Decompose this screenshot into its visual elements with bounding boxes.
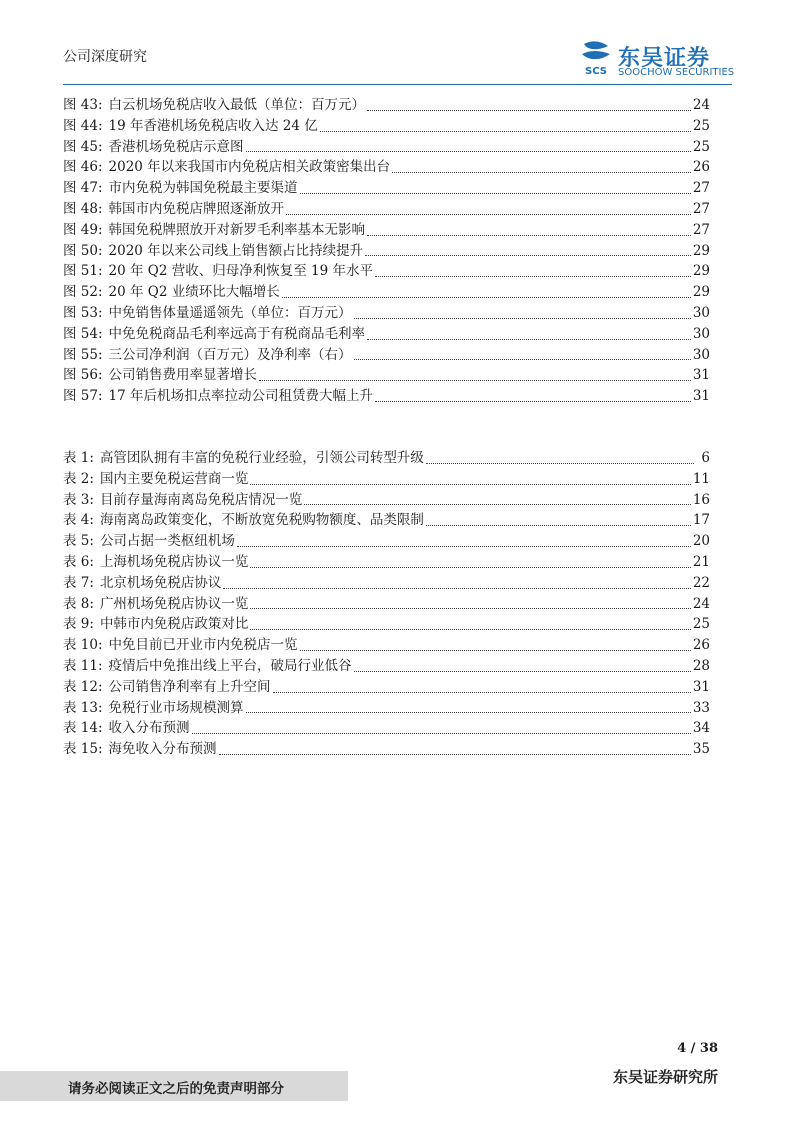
table-entry[interactable] <box>63 739 710 760</box>
figure-page: 30 <box>692 346 710 363</box>
table-page: 35 <box>692 741 710 758</box>
disclaimer-text: 请务必阅读正文之后的免责声明部分 <box>68 1081 284 1097</box>
table-number: 表 10: <box>63 637 103 654</box>
table-number: 表 8: <box>63 595 94 612</box>
table-entry[interactable] <box>63 448 710 469</box>
figure-entry[interactable] <box>63 137 710 158</box>
table-number: 表 11: <box>63 657 103 674</box>
figure-number: 图 54: <box>63 325 103 342</box>
leader-dots <box>367 235 691 236</box>
table-entry[interactable] <box>63 594 710 615</box>
figure-title: 中免销售体量遥遥领先（单位：百万元） <box>108 304 352 321</box>
section-title: 公司深度研究 <box>63 49 147 65</box>
table-title: 公司销售净利率有上升空间 <box>108 678 271 695</box>
table-title: 广州机场免税店协议一览 <box>99 595 249 612</box>
table-number: 表 9: <box>63 616 94 633</box>
leader-dots <box>367 110 691 111</box>
table-entry[interactable] <box>63 614 710 635</box>
logo-mark-text: SCS <box>585 66 607 77</box>
figure-title: 17 年后机场扣点率拉动公司租赁费大幅上升 <box>108 388 374 405</box>
figure-number: 图 53: <box>63 304 103 321</box>
figure-title: 香港机场免税店示意图 <box>108 138 244 155</box>
leader-dots <box>426 525 691 526</box>
table-page: 20 <box>692 533 710 550</box>
leader-dots <box>282 297 691 298</box>
header-divider <box>63 84 732 85</box>
figure-entry[interactable] <box>63 303 710 324</box>
table-title: 中免目前已开业市内免税店一览 <box>108 637 298 654</box>
table-page: 11 <box>692 470 710 487</box>
figure-page: 31 <box>692 367 710 384</box>
table-entry[interactable] <box>63 573 710 594</box>
table-title: 目前存量海南离岛免税店情况一览 <box>99 491 303 508</box>
table-page: 24 <box>692 595 710 612</box>
leader-dots <box>259 380 691 381</box>
table-page: 6 <box>701 450 710 466</box>
table-title: 海南离岛政策变化，不断放宽免税购物额度、品类限制 <box>99 512 424 529</box>
table-page: 16 <box>692 491 710 508</box>
figure-page: 30 <box>692 304 710 321</box>
figure-page: 30 <box>692 325 710 342</box>
figure-title: 韩国免税牌照放开对新罗毛利率基本无影响 <box>108 221 366 238</box>
table-title: 公司占据一类枢纽机场 <box>99 533 235 550</box>
table-number: 表 1: <box>63 450 94 466</box>
figure-page: 25 <box>692 138 710 155</box>
figure-title: 三公司净利润（百万元）及净利率（右） <box>108 346 352 363</box>
leader-dots <box>246 712 691 713</box>
table-title: 北京机场免税店协议 <box>99 574 222 591</box>
figure-page: 27 <box>692 200 710 217</box>
figure-title: 19 年香港机场免税店收入达 24 亿 <box>108 117 318 134</box>
table-entry[interactable] <box>63 635 710 656</box>
logo-cn-text: 东吴证券 <box>618 46 711 71</box>
table-number: 表 13: <box>63 699 103 716</box>
leader-dots <box>365 255 691 256</box>
figure-page: 29 <box>692 242 710 259</box>
figure-number: 图 55: <box>63 346 103 363</box>
table-title: 海免收入分布预测 <box>108 741 217 758</box>
table-page: 17 <box>692 512 710 529</box>
figure-title: 白云机场免税店收入最低（单位：百万元） <box>108 97 366 113</box>
table-entry[interactable] <box>63 718 710 739</box>
disclaimer-banner <box>0 1071 348 1101</box>
figure-number: 图 47: <box>63 180 103 197</box>
leader-dots <box>237 546 691 547</box>
table-title: 上海机场免税店协议一览 <box>99 553 249 570</box>
table-title: 国内主要免税运营商一览 <box>99 470 249 487</box>
figure-page: 27 <box>692 221 710 238</box>
table-page: 22 <box>692 574 710 591</box>
leader-dots <box>273 692 691 693</box>
table-entry[interactable] <box>63 698 710 719</box>
figure-entry[interactable] <box>63 199 710 220</box>
figure-list <box>63 95 710 407</box>
leader-dots <box>375 401 691 402</box>
table-title: 疫情后中免推出线上平台，破局行业低谷 <box>108 657 352 674</box>
figure-number: 图 57: <box>63 388 103 405</box>
leader-dots <box>426 463 694 464</box>
leader-dots <box>246 151 691 152</box>
figure-entry[interactable] <box>63 95 710 116</box>
figure-title: 韩国市内免税店牌照逐渐放开 <box>108 200 285 217</box>
leader-dots <box>354 671 691 672</box>
leader-dots <box>250 629 690 630</box>
table-number: 表 6: <box>63 553 94 570</box>
table-entry[interactable] <box>63 552 710 573</box>
table-page: 21 <box>692 553 710 570</box>
figure-page: 29 <box>692 263 710 280</box>
figure-title: 20 年 Q2 营收、归母净利恢复至 19 年水平 <box>108 263 374 280</box>
figure-number: 图 46: <box>63 159 103 176</box>
table-entry[interactable] <box>63 490 710 511</box>
leader-dots <box>320 131 691 132</box>
figure-number: 图 51: <box>63 263 103 280</box>
figure-title: 20 年 Q2 业绩环比大幅增长 <box>108 284 280 301</box>
leader-dots <box>375 276 691 277</box>
leader-dots <box>223 588 690 589</box>
leader-dots <box>250 608 690 609</box>
leader-dots <box>354 359 691 360</box>
figure-page: 31 <box>692 388 710 405</box>
leader-dots <box>354 318 691 319</box>
figure-entry[interactable] <box>63 282 710 303</box>
figure-entry[interactable] <box>63 116 710 137</box>
figure-page: 29 <box>692 284 710 301</box>
figure-number: 图 45: <box>63 138 103 155</box>
table-entry[interactable] <box>63 510 710 531</box>
table-title: 收入分布预测 <box>108 720 190 737</box>
table-number: 表 15: <box>63 741 103 758</box>
figure-entry[interactable] <box>63 324 710 345</box>
table-number: 表 3: <box>63 491 94 508</box>
table-page: 26 <box>692 637 710 654</box>
footer-company: 东吴证券研究所 <box>612 1068 718 1086</box>
leader-dots <box>219 754 691 755</box>
figure-title: 公司销售费用率显著增长 <box>108 367 258 384</box>
table-number: 表 7: <box>63 574 94 591</box>
table-entry[interactable] <box>63 656 710 677</box>
leader-dots <box>192 733 691 734</box>
figure-page: 25 <box>692 117 710 134</box>
figure-page: 24 <box>692 97 710 113</box>
table-page: 34 <box>692 720 710 737</box>
figure-page: 27 <box>692 180 710 197</box>
table-number: 表 2: <box>63 470 94 487</box>
table-page: 28 <box>692 657 710 674</box>
table-title: 高管团队拥有丰富的免税行业经验，引领公司转型升级 <box>99 450 424 466</box>
table-number: 表 14: <box>63 720 103 737</box>
figure-entry[interactable] <box>63 365 710 386</box>
figure-entry[interactable] <box>63 386 710 407</box>
table-list <box>63 448 710 760</box>
figure-number: 图 49: <box>63 221 103 238</box>
figure-number: 图 43: <box>63 97 103 113</box>
table-number: 表 12: <box>63 678 103 695</box>
table-entry[interactable] <box>63 469 710 490</box>
leader-dots <box>250 567 690 568</box>
figure-title: 2020 年以来公司线上销售额占比持续提升 <box>108 242 364 259</box>
table-entry[interactable] <box>63 677 710 698</box>
figure-number: 图 50: <box>63 242 103 259</box>
table-entry[interactable] <box>63 531 710 552</box>
logo-mark-icon <box>578 40 614 78</box>
leader-dots <box>300 193 691 194</box>
leader-dots <box>304 504 690 505</box>
table-number: 表 4: <box>63 512 94 529</box>
figure-number: 图 48: <box>63 200 103 217</box>
figure-entry[interactable] <box>63 261 710 282</box>
figure-entry[interactable] <box>63 157 710 178</box>
table-page: 33 <box>692 699 710 716</box>
figure-title: 中免免税商品毛利率远高于有税商品毛利率 <box>108 325 366 342</box>
leader-dots <box>286 214 691 215</box>
table-number: 表 5: <box>63 533 94 550</box>
figure-number: 图 52: <box>63 284 103 301</box>
logo-en-text: SOOCHOW SECURITIES <box>618 67 735 78</box>
leader-dots <box>250 484 690 485</box>
table-title: 中韩市内免税店政策对比 <box>99 616 249 633</box>
figure-entry[interactable] <box>63 178 710 199</box>
table-page: 25 <box>692 616 710 633</box>
figure-entry[interactable] <box>63 220 710 241</box>
table-page: 31 <box>692 678 710 695</box>
leader-dots <box>367 339 691 340</box>
figure-entry[interactable] <box>63 241 710 262</box>
figure-title: 市内免税为韩国免税最主要渠道 <box>108 180 298 197</box>
figure-number: 图 44: <box>63 117 103 134</box>
figure-title: 2020 年以来我国市内免税店相关政策密集出台 <box>108 159 391 176</box>
table-title: 免税行业市场规模测算 <box>108 699 244 716</box>
figure-number: 图 56: <box>63 367 103 384</box>
leader-dots <box>392 172 691 173</box>
page-number: 4 / 38 <box>677 1041 718 1056</box>
figure-page: 26 <box>692 159 710 176</box>
figure-entry[interactable] <box>63 345 710 366</box>
leader-dots <box>300 650 691 651</box>
company-logo <box>578 40 738 82</box>
